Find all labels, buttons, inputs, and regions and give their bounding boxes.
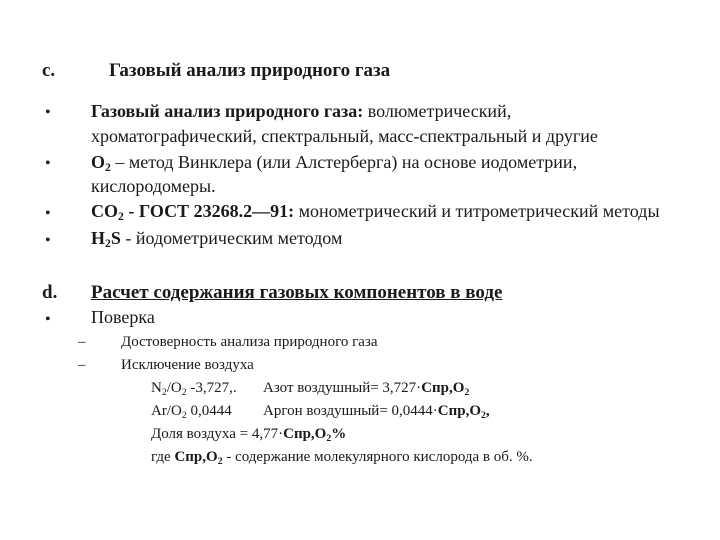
formula-air-argon: Аргон воздушный= $0,0444\cdot Спр,O_2$, — [263, 403, 490, 421]
chem-formula: CO — [91, 201, 118, 221]
formula-air-nitrogen: Азот воздушный= $3,727\cdot Спр,O_2$ — [263, 380, 470, 398]
bullet-verification: Поверка — [91, 307, 155, 327]
chem-subscript: 2 — [105, 161, 111, 174]
bullet-h2s — [91, 228, 342, 249]
bullet-co2 — [91, 201, 660, 222]
bullet-text: – метод Винклера (или Алстерберга) на основе иодометрии, — [110, 152, 578, 172]
chem-subscript: 2 — [105, 237, 111, 250]
bullet-oxygen-line2: кислородомеры. — [91, 176, 216, 196]
bullet-text: - йодометрическим методом — [120, 228, 343, 248]
bullet-text: монометрический и титрометрический методы — [298, 201, 660, 221]
section-c-letter: c. — [42, 60, 56, 81]
formula-air-fraction: Доля воздуха = $4,77\cdot Спр,O_2\%$ — [151, 426, 347, 444]
dash-item-air-exclusion: Исключение воздуха — [121, 357, 254, 373]
bullet-lead: - ГОСТ 23268.2—91: — [123, 201, 299, 221]
dash-marker: – — [78, 357, 86, 373]
chem-formula: O — [91, 152, 106, 172]
formula-ar-ratio: $Ar/O_2$ 0,0444 — [151, 403, 232, 421]
section-d-letter: d. — [42, 282, 58, 303]
bullet-oxygen — [91, 152, 577, 173]
bullet-lead: Газовый анализ природного газа: — [91, 101, 368, 121]
bullet-gas-analysis-line2: хроматографический, спектральный, масс-спектральный и другие — [91, 126, 598, 146]
formula-definition: где $Спр,O_2$ - содержание молекулярного кислорода в об. %. — [151, 449, 533, 467]
bullet-dot: • — [45, 311, 51, 328]
formula-n2-ratio: $N_2/O_2$ -3,727,. — [151, 380, 237, 398]
bullet-gas-analysis — [91, 101, 511, 122]
bullet-dot: • — [45, 104, 51, 121]
chem-formula-tail: S — [110, 228, 121, 248]
bullet-dot: • — [45, 232, 51, 249]
dash-marker: – — [78, 334, 86, 350]
chem-subscript: 2 — [118, 210, 124, 223]
section-d-title: Расчет содержания газовых компонентов в воде — [91, 282, 503, 303]
bullet-dot: • — [45, 205, 51, 222]
bullet-text: волюметрический, — [367, 101, 512, 121]
section-c-title: Газовый анализ природного газа — [109, 60, 391, 81]
chem-formula: H — [91, 228, 106, 248]
bullet-dot: • — [45, 155, 51, 172]
dash-item-reliability: Достоверность анализа природного газа — [121, 334, 378, 350]
